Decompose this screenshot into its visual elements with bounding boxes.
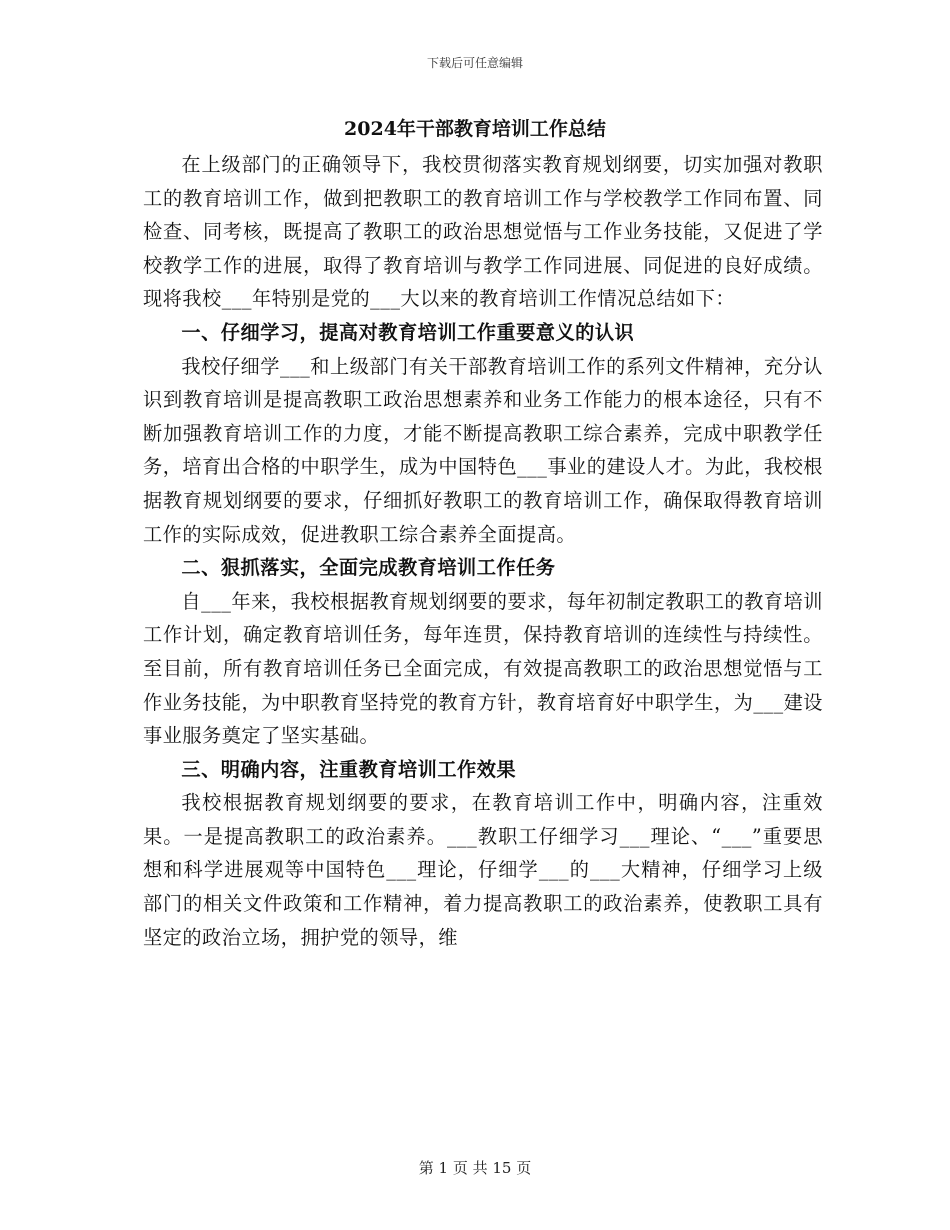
section-paragraph-1: 我校仔细学___和上级部门有关干部教育培训工作的系列文件精神，充分认识到教育培训是提高教职工政治思想素养和业务工作能力的根本途径，只有不断加强教育培训工作的力度，才能不断提高教职工综合素养，完成中职教学任务，培育出合格的中职学生，成为中国特色___事业的建设人才。为此，我校根据教育规划纲要的要求，仔细抓好教职工的教育培训工作，确保取得教育培训工作的实际成效，促进教职工综合素养全面提高。: [143, 354, 823, 546]
section-heading-1: 一、仔细学习，提高对教育培训工作重要意义的认识: [181, 320, 635, 344]
header-note: 下载后可任意编辑: [426, 56, 523, 70]
document-body: [143, 148, 823, 954]
section-paragraph-2: 自___年来，我校根据教育规划纲要的要求，每年初制定教职工的教育培训工作计划，确定教育培训任务，每年连贯，保持教育培训的连续性与持续性。至目前，所有教育培训任务已全面完成，有效提高教职工的政治思想觉悟与工作业务技能，为中职教育坚持党的教育方针，教育培育好中职学生，为___建设事业服务奠定了坚实基础。: [143, 589, 823, 748]
document-title: 2024年干部教育培训工作总结: [344, 118, 606, 140]
section-heading-2: 二、狠抓落实，全面完成教育培训工作任务: [181, 556, 556, 580]
page-number: 第 1 页 共 15 页: [418, 1159, 532, 1177]
section-heading-3: 三、明确内容，注重教育培训工作效果: [181, 757, 517, 781]
intro-paragraph: 在上级部门的正确领导下，我校贯彻落实教育规划纲要，切实加强对教职工的教育培训工作，做到把教职工的教育培训工作与学校教学工作同布置、同检查、同考核，既提高了教职工的政治思想觉悟与工作业务技能，又促进了学校教学工作的进展，取得了教育培训与教学工作同进展、同促进的良好成绩。现将我校___年特别是党的___大以来的教育培训工作情况总结如下：: [143, 153, 823, 311]
section-paragraph-3: 我校根据教育规划纲要的要求，在教育培训工作中，明确内容，注重效果。一是提高教职工的政治素养。___教职工仔细学习___理论、“___”重要思想和科学进展观等中国特色___理论，仔细学___的___大精神，仔细学习上级部门的相关文件政策和工作精神，着力提高教职工的政治素养，使教职工具有坚定的政治立场，拥护党的领导，维: [143, 791, 823, 949]
